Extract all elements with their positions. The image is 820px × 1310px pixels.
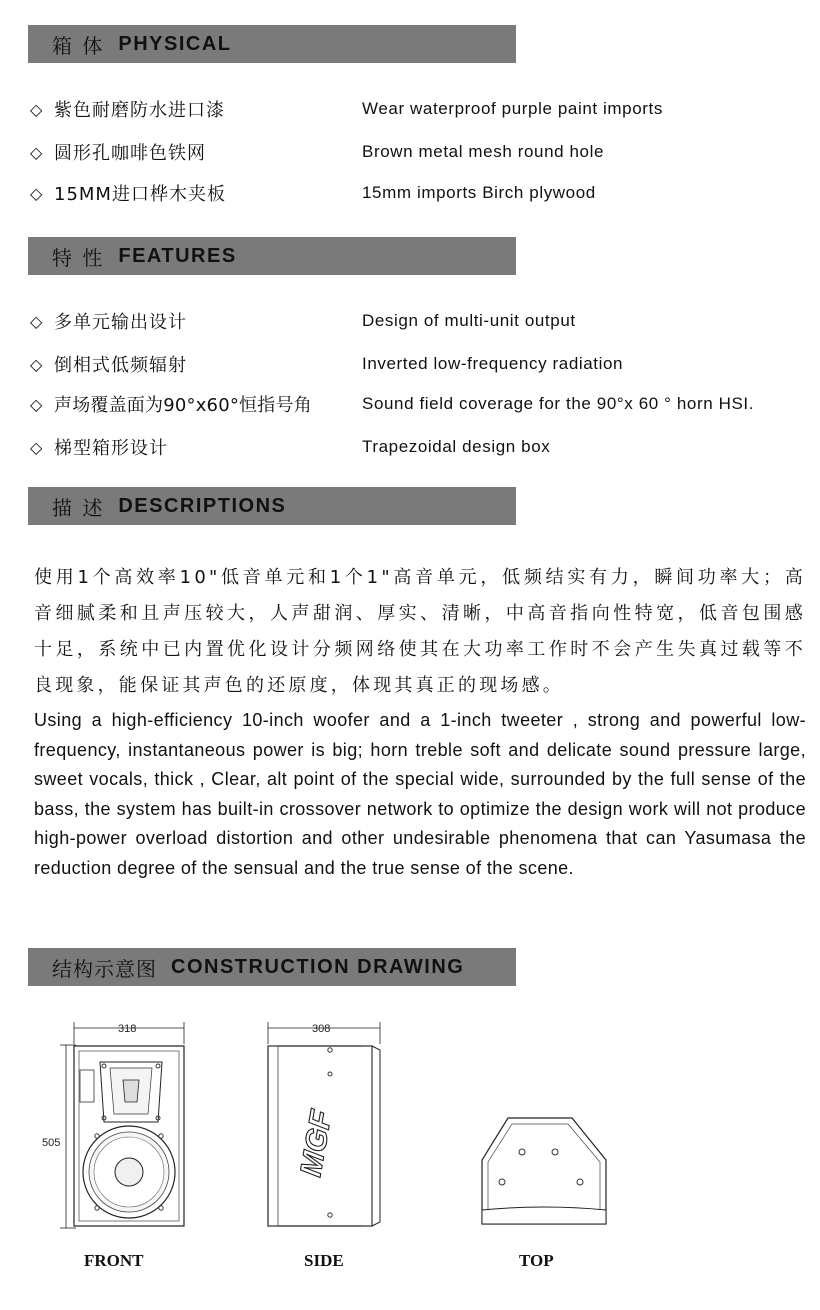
item-cn: 圆形孔咖啡色铁网: [54, 143, 206, 164]
diamond-outline-icon: ◇: [30, 354, 43, 374]
section-header-construction: [28, 948, 516, 986]
description-text-cn: 使用1个高效率10"低音单元和1个1"高音单元，低频结实有力，瞬间功率大；高音细腻柔和且声压较大，人声甜润、厚实、清晰，中高音指向性特宽，低音包围感十足，系统中已内置优化设计分频网络使其在大功率工作时不会产生失真过载等不良现象，能保证其声色的还原度，体现其真正的现场感。: [34, 567, 806, 696]
section-title-en: FEATURES: [118, 244, 237, 267]
caption-top: TOP: [519, 1251, 554, 1270]
front-height-label: 505: [42, 1137, 61, 1149]
diamond-outline-icon: ◇: [30, 437, 43, 457]
section-title-en: PHYSICAL: [118, 32, 232, 55]
item-cn: 倒相式低频辐射: [54, 355, 187, 376]
section-title-cn: 结构示意图: [52, 956, 157, 981]
diamond-outline-icon: ◇: [30, 183, 43, 203]
list-item: [30, 433, 810, 461]
section-title-en: CONSTRUCTION DRAWING: [171, 955, 465, 978]
item-cn: 紫色耐磨防水进口漆: [54, 100, 225, 121]
caption-front: FRONT: [84, 1251, 144, 1270]
side-view: [268, 1022, 380, 1226]
description-text-en: Using a high-efficiency 10-inch woofer and a 1-inch tweeter , strong and powerful low-frequency, instantaneous power is big; horn treble soft and delicate sound pressure large, sweet vocals, thick , Clear, alt point of the special wide, surrounded by the full sense of the bass, the system has built-in crossover network to optimize the design work will not produce high-power overload distortion and other undesirable phenomena that can Yasumasa the reduction degree of the sensual and the true sense of the scene.: [34, 710, 806, 878]
top-view: [482, 1118, 606, 1224]
diamond-outline-icon: ◇: [30, 99, 43, 119]
section-title-cn: 描 述: [52, 495, 105, 520]
item-cn: 多单元输出设计: [54, 312, 187, 333]
item-cn: 15MM进口桦木夹板: [54, 184, 226, 205]
item-en: Sound field coverage for the 90°x 60 ° horn HSI.: [362, 394, 755, 413]
item-en: Inverted low-frequency radiation: [362, 354, 624, 373]
diamond-outline-icon: ◇: [30, 394, 43, 414]
list-item: [30, 95, 810, 123]
diamond-outline-icon: ◇: [30, 142, 43, 162]
side-depth-label: 308: [312, 1023, 331, 1035]
item-en: Brown metal mesh round hole: [362, 142, 605, 161]
list-item: [30, 179, 810, 207]
list-item: [30, 350, 810, 378]
section-title-en: DESCRIPTIONS: [118, 494, 287, 517]
section-title-cn: 箱 体: [52, 33, 105, 58]
front-view: [42, 1022, 184, 1228]
item-en: 15mm imports Birch plywood: [362, 183, 596, 202]
item-en: Design of multi-unit output: [362, 311, 576, 330]
diamond-outline-icon: ◇: [30, 311, 43, 331]
caption-side: SIDE: [304, 1251, 344, 1270]
section-title-cn: 特 性: [52, 245, 105, 270]
section-header-physical: [28, 25, 516, 63]
item-cn: 声场覆盖面为90°x60°恒指号角: [54, 395, 312, 416]
item-en: Wear waterproof purple paint imports: [362, 99, 663, 118]
list-item: [30, 307, 810, 335]
item-cn: 梯型箱形设计: [54, 438, 168, 459]
item-en: Trapezoidal design box: [362, 437, 551, 456]
list-item: [30, 138, 810, 166]
section-header-features: [28, 237, 516, 275]
section-header-descriptions: [28, 487, 516, 525]
front-width-label: 318: [118, 1023, 137, 1035]
list-item: [30, 390, 810, 418]
brand-logo: MGF: [294, 1107, 339, 1180]
